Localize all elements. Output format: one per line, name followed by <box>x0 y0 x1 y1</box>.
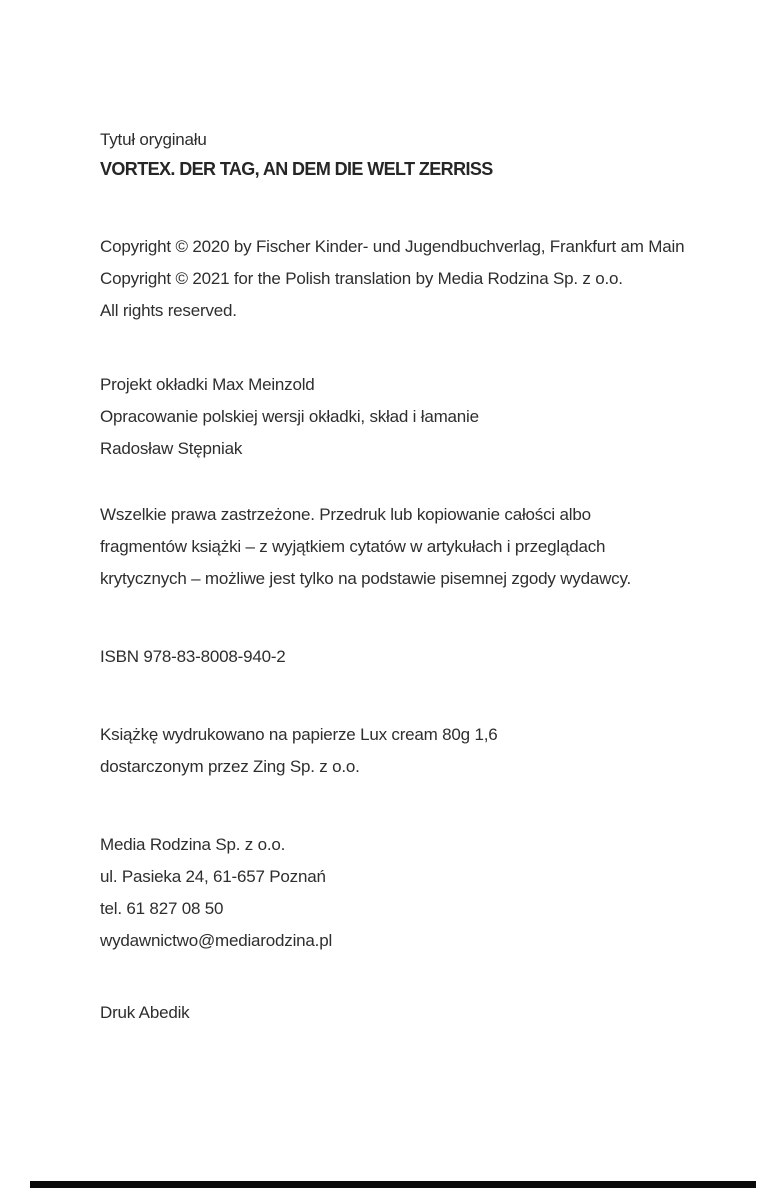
cover-design-credit: Projekt okładki Max Meinzold <box>100 375 315 394</box>
rights-notice-block <box>100 499 700 595</box>
original-title-label: Tytuł oryginału <box>100 130 207 149</box>
publisher-address: ul. Pasieka 24, 61-657 Poznań <box>100 867 326 886</box>
adaptation-author: Radosław Stępniak <box>100 439 243 458</box>
paper-info-line-2: dostarczonym przez Zing Sp. z o.o. <box>100 757 360 776</box>
rights-notice-line-1: Wszelkie prawa zastrzeżone. Przedruk lub kopiowanie całości albo <box>100 505 591 524</box>
paper-info-block <box>100 719 700 783</box>
rights-notice-line-2: fragmentów książki – z wyjątkiem cytatów w artykułach i przeglądach <box>100 537 606 556</box>
original-title: VORTEX. DER TAG, AN DEM DIE WELT ZERRISS <box>100 159 493 179</box>
polish-adaptation-credit: Opracowanie polskiej wersji okładki, skład i łamanie <box>100 407 479 426</box>
copyright-block <box>100 231 700 327</box>
isbn: ISBN 978-83-8008-940-2 <box>100 647 286 666</box>
printer-block <box>100 997 700 1029</box>
paper-info-line-1: Książkę wydrukowano na papierze Lux cream 80g 1,6 <box>100 725 498 744</box>
original-title-block <box>100 126 700 184</box>
isbn-block <box>100 641 700 673</box>
copyright-line-polish: Copyright © 2021 for the Polish translation by Media Rodzina Sp. z o.o. <box>100 269 623 288</box>
credits-block <box>100 369 700 465</box>
rights-notice-line-3: krytycznych – możliwe jest tylko na podstawie pisemnej zgody wydawcy. <box>100 569 632 588</box>
copyright-line-german: Copyright © 2020 by Fischer Kinder- und Jugendbuchverlag, Frankfurt am Main <box>100 237 685 256</box>
publisher-name: Media Rodzina Sp. z o.o. <box>100 835 286 854</box>
publisher-phone: tel. 61 827 08 50 <box>100 899 224 918</box>
printer: Druk Abedik <box>100 1003 190 1022</box>
all-rights-reserved: All rights reserved. <box>100 301 237 320</box>
scan-edge-bar <box>30 1181 756 1188</box>
publisher-block <box>100 829 700 957</box>
publisher-email: wydawnictwo@mediarodzina.pl <box>100 931 333 950</box>
